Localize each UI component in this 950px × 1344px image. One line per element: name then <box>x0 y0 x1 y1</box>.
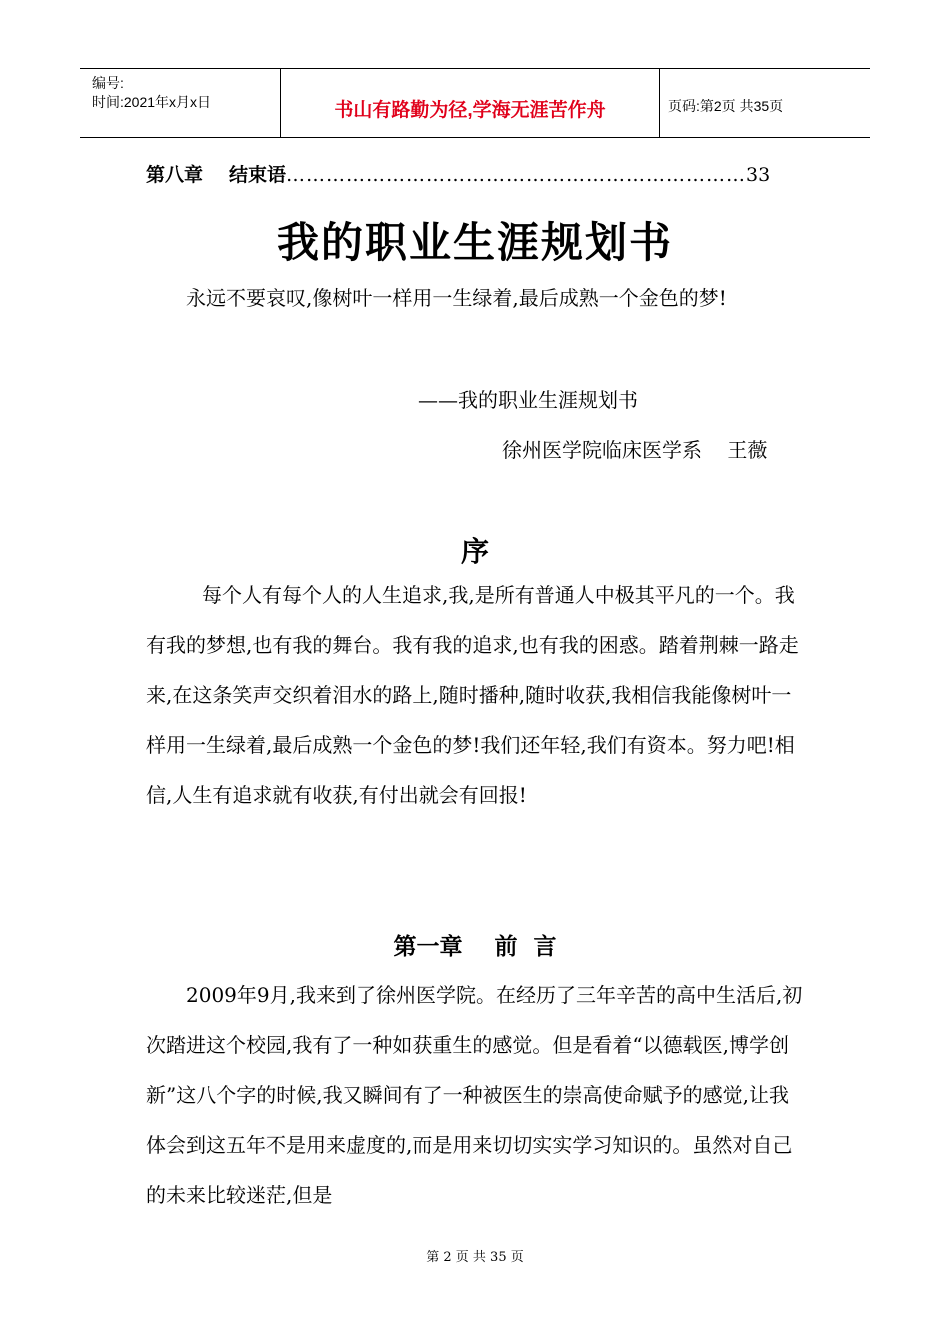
motto: 书山有路勤为径,学海无涯苦作舟 <box>334 100 606 121</box>
toc-entry[interactable] <box>146 160 770 187</box>
header-motto-cell <box>280 69 660 137</box>
preface-body: 每个人有每个人的人生追求,我,是所有普通人中极其平凡的一个。我有我的梦想,也有我的舞台。我有我的追求,也有我的困惑。踏着荆棘一路走来,在这条笑声交织着泪水的路上,随时播种,随时收获,我相信我能像树叶一样用一生绿着,最后成熟一个金色的梦!我们还年轻,我们有资本。努力吧!相信,人生有追求就有收获,有付出就会有回报! <box>146 583 799 807</box>
epigraph-text: 永远不要哀叹,像树叶一样用一生绿着,最后成熟一个金色的梦! <box>186 286 727 310</box>
chapter1-body: 2009年9月,我来到了徐州医学院。在经历了三年辛苦的高中生活后,初次踏进这个校园,我有了一种如获重生的感觉。但是看着“以德载医,博学创新”这八个字的时候,我又瞬间有了一种被医生的崇高使命赋予的感觉,让我体会到这五年不是用来虚度的,而是用来切切实实学习知识的。虽然对自己的未来比较迷茫,但是 <box>146 983 803 1207</box>
toc-title: 结束语 <box>229 164 287 186</box>
time-label: 时间:2021年x月x日 <box>92 94 212 110</box>
preface-heading: 序 <box>460 535 489 568</box>
document-title: 我的职业生涯规划书 <box>276 218 673 267</box>
toc-page: 33 <box>746 164 771 186</box>
toc-chapter: 第八章 <box>146 164 204 186</box>
toc-dots: …………………………………………………………… <box>286 164 747 186</box>
epigraph-author: 徐州医学院临床医学系 王薇 <box>502 438 768 462</box>
header-page-cell <box>660 69 870 137</box>
page-footer: 第 2 页 共 35 页 <box>426 1250 524 1265</box>
chapter1-heading: 第一章 前 言 <box>393 933 557 960</box>
page-label: 页码:第2页 共35页 <box>668 98 784 114</box>
number-label: 编号: <box>92 75 124 91</box>
epigraph-source: ——我的职业生涯规划书 <box>418 388 638 412</box>
page-header <box>80 68 870 138</box>
header-info-cell <box>80 69 280 137</box>
